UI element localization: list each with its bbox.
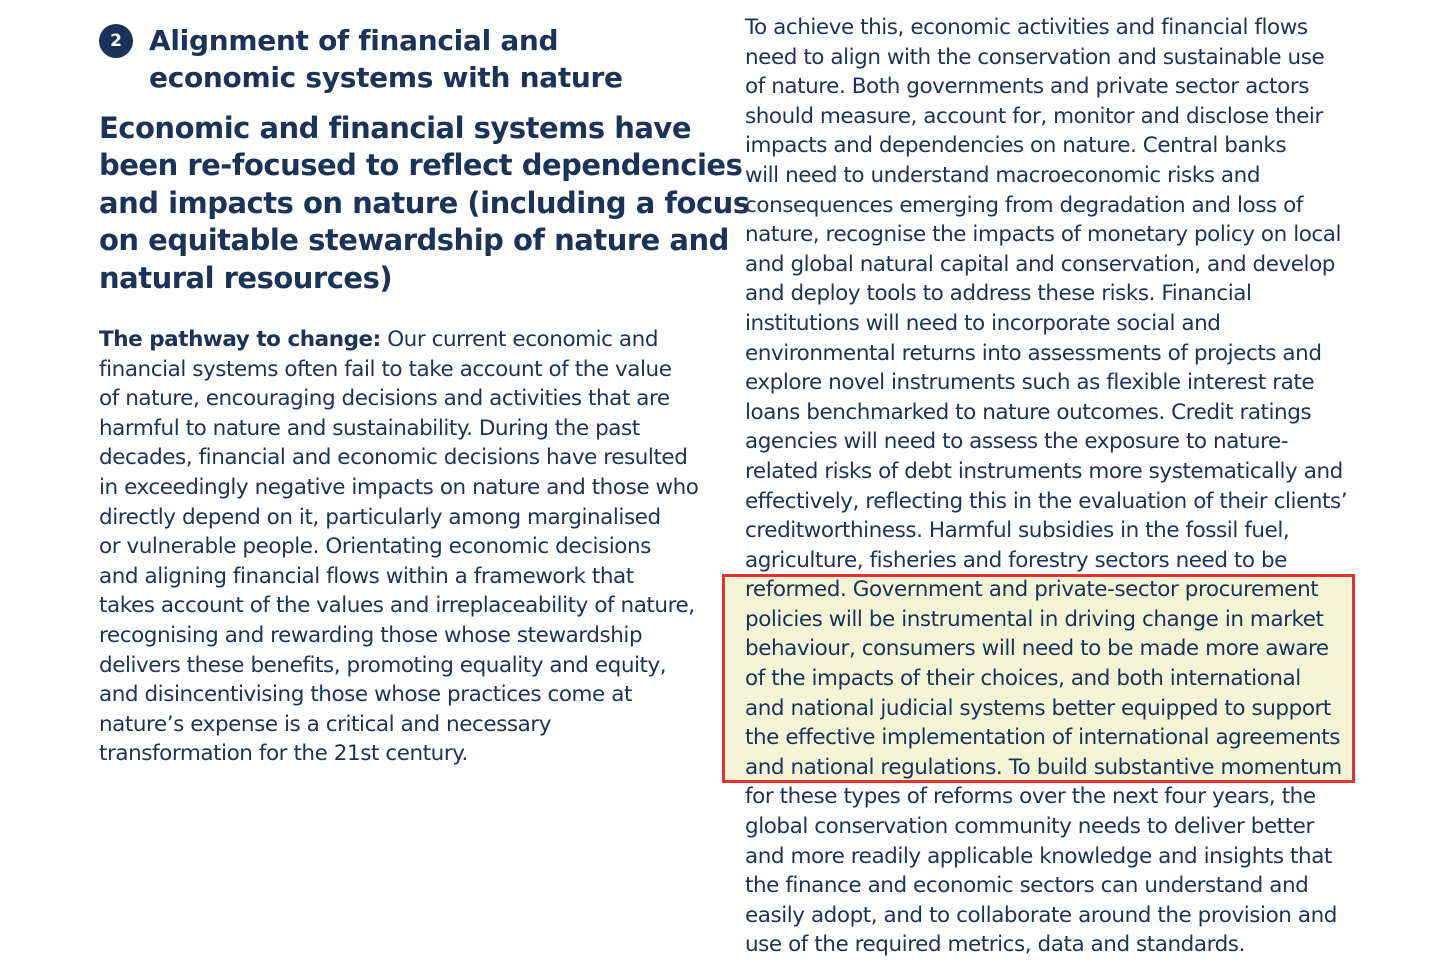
lead-line: been re-focused to reflect dependencies [99,148,743,183]
paragraph-line: transformation for the 21st century. [99,741,468,767]
paragraph-line: effectively, reflecting this in the evaluation of their clients’ [745,488,1348,514]
section-title [149,22,623,96]
section-number-badge: 2 [99,24,133,58]
paragraph-line: for these types of reforms over the next four years, the [745,784,1316,810]
paragraph-line: use of the required metrics, data and standards. [745,932,1245,958]
pathway-lead-in: The pathway to change: [99,327,381,352]
paragraph-line: agriculture, fisheries and forestry sectors need to be [745,547,1287,573]
paragraph-line: decades, financial and economic decisions have resulted [99,445,688,471]
paragraph-line: takes account of the values and irreplaceability of nature, [99,593,695,619]
paragraph-line: of nature. Both governments and private sector actors [745,74,1309,100]
lead-statement [99,110,750,297]
paragraph-line: impacts and dependencies on nature. Central banks [745,133,1287,159]
right-column-paragraph [745,13,1347,960]
lead-line: on equitable stewardship of nature and [99,223,729,258]
paragraph-line: consequences emerging from degradation and loss of [745,192,1303,218]
paragraph-line: explore novel instruments such as flexible interest rate [745,370,1315,396]
pathway-paragraph [99,325,699,769]
highlighted-line: the effective implementation of international agreements [745,725,1341,751]
paragraph-line: nature’s expense is a critical and necessary [99,711,552,737]
paragraph-line: nature, recognise the impacts of monetary policy on local [745,222,1342,248]
paragraph-line: and disincentivising those whose practices come at [99,682,632,708]
paragraph-line: or vulnerable people. Orientating economic decisions [99,534,651,560]
paragraph-line: related risks of debt instruments more systematically and [745,458,1343,484]
paragraph-line: will need to understand macroeconomic risks and [745,162,1261,188]
highlighted-line: reformed. Government and private-sector procurement [745,577,1319,603]
paragraph-line: environmental returns into assessments of projects and [745,340,1322,366]
paragraph-line: agencies will need to assess the exposure to nature- [745,429,1289,455]
paragraph-line: institutions will need to incorporate social and [745,310,1221,336]
paragraph-line: and deploy tools to address these risks. Financial [745,281,1252,307]
paragraph-line: need to align with the conservation and sustainable use [745,44,1325,70]
paragraph-line: should measure, account for, monitor and disclose their [745,103,1323,129]
lead-line: Economic and financial systems have [99,111,691,145]
lead-line: natural resources) [99,260,393,295]
paragraph-line: creditworthiness. Harmful subsidies in the fossil fuel, [745,518,1290,544]
paragraph-line: To achieve this, economic activities and financial flows [745,15,1308,40]
highlighted-line: and national judicial systems better equipped to support [745,695,1331,721]
paragraph-line: and aligning financial flows within a framework that [99,563,634,589]
lead-line: and impacts on nature (including a focus [99,185,750,220]
paragraph-line: in exceedingly negative impacts on nature and those who [99,474,699,500]
paragraph-line: the finance and economic sectors can understand and [745,873,1309,899]
paragraph-line: of nature, encouraging decisions and activities that are [99,386,670,412]
highlighted-line: of the impacts of their choices, and both international [745,666,1301,692]
paragraph-line: easily adopt, and to collaborate around the provision and [745,902,1337,928]
highlighted-line: and national regulations. To build substantive momentum [745,754,1342,780]
paragraph-line: global conservation community needs to deliver better [745,814,1314,840]
section-title-line: economic systems with nature [149,61,623,94]
paragraph-line: loans benchmarked to nature outcomes. Credit ratings [745,399,1312,425]
paragraph-line [99,325,699,355]
paragraph-line-text: Our current economic and [380,327,659,352]
paragraph-line: delivers these benefits, promoting equality and equity, [99,652,667,678]
highlighted-line: behaviour, consumers will need to be made more aware [745,636,1329,662]
paragraph-line: recognising and rewarding those whose stewardship [99,622,643,648]
paragraph-line: directly depend on it, particularly among marginalised [99,504,661,530]
paragraph-line: and global natural capital and conservation, and develop [745,251,1335,277]
highlighted-line: policies will be instrumental in driving change in market [745,606,1324,632]
paragraph-line: and more readily applicable knowledge and insights that [745,843,1332,869]
paragraph-line: financial systems often fail to take account of the value [99,356,672,382]
paragraph-line: harmful to nature and sustainability. During the past [99,415,640,441]
section-title-line: Alignment of financial and [149,24,559,57]
